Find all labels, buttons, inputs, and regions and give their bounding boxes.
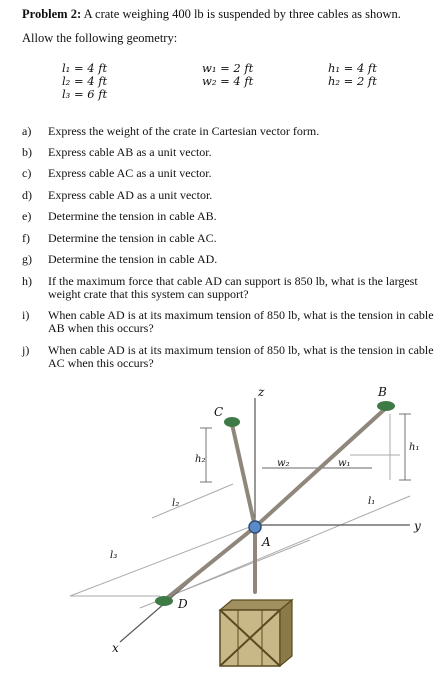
label-w1: w₁ xyxy=(338,458,351,469)
question-h xyxy=(22,275,442,300)
ring-a xyxy=(249,521,261,533)
geometry-h1: h₁ = 4 ft xyxy=(328,61,377,75)
question-text: Express cable AB as a unit vector. xyxy=(48,145,212,159)
geometry-h2: h₂ = 2 ft xyxy=(328,74,377,88)
cable-figure xyxy=(0,370,446,679)
question-text: Express cable AD as a unit vector. xyxy=(48,188,213,202)
question-e xyxy=(22,210,442,223)
question-label: d) xyxy=(22,188,32,202)
question-g xyxy=(22,253,442,266)
reference-lines xyxy=(70,414,410,608)
label-l1: l₁ xyxy=(368,496,376,507)
label-c: C xyxy=(214,405,224,419)
question-label: b) xyxy=(22,145,32,159)
question-label: j) xyxy=(22,343,30,357)
label-l2: l₂ xyxy=(172,498,180,509)
question-text: Express the weight of the crate in Cartesian vector form. xyxy=(48,124,320,138)
question-text: Express cable AC as a unit vector. xyxy=(48,166,212,180)
geometry-w1: w₁ = 2 ft xyxy=(202,61,254,75)
question-label: i) xyxy=(22,308,30,322)
guide-line xyxy=(70,525,255,596)
question-text: If the maximum force that cable AD can support is 850 lb, what is the largest weight crate that this system can support? xyxy=(48,274,418,301)
question-c xyxy=(22,167,442,180)
geometry-l3: l₃ = 6 ft xyxy=(62,87,108,101)
problem-statement: A crate weighing 400 lb is suspended by three cables as shown. xyxy=(81,7,401,21)
question-text: When cable AD is at its maximum tension of 850 lb, what is the tension in cable AB when this occurs? xyxy=(48,308,434,335)
problem-title xyxy=(22,7,401,22)
geometry-w2: w₂ = 4 ft xyxy=(202,74,254,88)
geometry-l2: l₂ = 4 ft xyxy=(62,74,108,88)
cable-ab xyxy=(255,408,386,527)
anchor-b xyxy=(377,401,395,411)
question-d xyxy=(22,189,442,202)
question-text: Determine the tension in cable AB. xyxy=(48,209,217,223)
question-text: Determine the tension in cable AC. xyxy=(48,231,217,245)
question-i xyxy=(22,309,442,334)
geometry-heights xyxy=(328,62,377,88)
anchor-d xyxy=(155,596,173,606)
geometry-lengths xyxy=(62,62,107,101)
question-label: e) xyxy=(22,209,32,223)
problem-number: Problem 2: xyxy=(22,7,82,21)
label-a: A xyxy=(262,535,271,549)
question-label: c) xyxy=(22,166,32,180)
question-label: f) xyxy=(22,231,30,245)
question-a xyxy=(22,125,442,138)
question-text: When cable AD is at its maximum tension of 850 lb, what is the tension in cable AC when this occurs? xyxy=(48,343,434,370)
question-f xyxy=(22,232,442,245)
question-j xyxy=(22,344,442,369)
label-z: z xyxy=(258,385,265,399)
geometry-l1: l₁ = 4 ft xyxy=(62,61,108,75)
cable-ad xyxy=(162,527,255,602)
question-text: Determine the tension in cable AD. xyxy=(48,252,218,266)
label-h1: h₁ xyxy=(409,442,420,453)
question-label: h) xyxy=(22,274,32,288)
guide-line xyxy=(170,496,410,596)
label-l3: l₃ xyxy=(110,550,118,561)
question-label: a) xyxy=(22,124,32,138)
crate xyxy=(220,600,292,666)
label-y: y xyxy=(414,519,421,533)
label-x: x xyxy=(112,641,119,655)
cables xyxy=(162,408,386,602)
geometry-widths xyxy=(202,62,253,88)
geometry-intro: Allow the following geometry: xyxy=(22,31,178,45)
label-h2: h₂ xyxy=(195,454,206,465)
question-b xyxy=(22,146,442,159)
crate-side xyxy=(280,600,292,666)
label-d: D xyxy=(178,597,188,611)
anchor-c xyxy=(224,417,240,427)
question-label: g) xyxy=(22,252,32,266)
label-b: B xyxy=(378,385,387,399)
label-w2: w₂ xyxy=(277,458,290,469)
cable-ac xyxy=(232,424,255,527)
guide-line xyxy=(152,484,233,518)
